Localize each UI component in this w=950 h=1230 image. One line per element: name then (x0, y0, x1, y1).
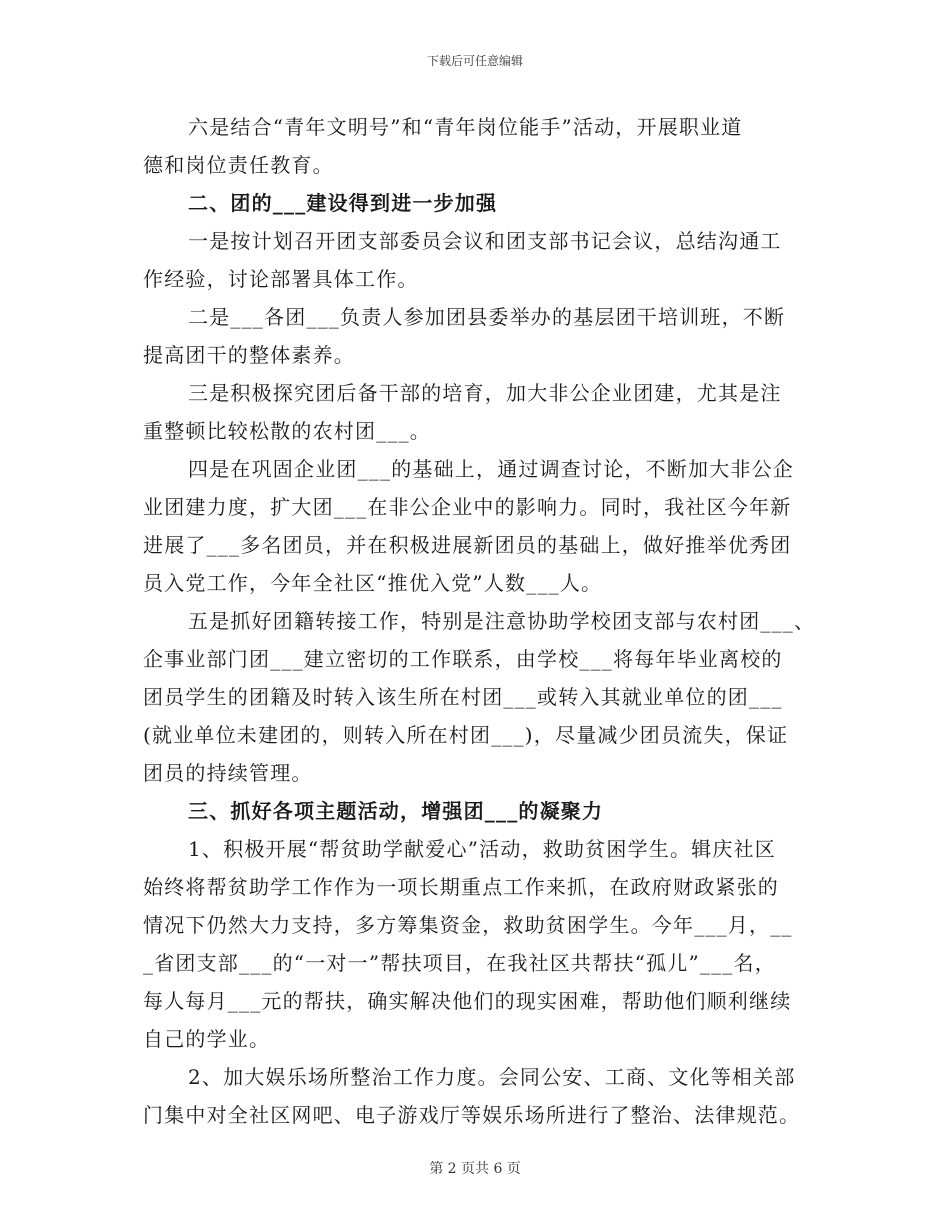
paragraph-line: 始终将帮贫助学工作作为一项长期重点工作来抓，在政府财政紧张的 (143, 875, 779, 899)
paragraph-line: 三是积极探究团后备干部的培育，加大非公企业团建，尤其是注 (188, 381, 782, 405)
paragraph-line: 一是按计划召开团支部委员会议和团支部书记会议，总结沟通工 (188, 229, 782, 253)
paragraph-line: (就业单位未建团的，则转入所在村团___)，尽量减少团员流失，保证 (143, 723, 789, 747)
paragraph-line: 业团建力度，扩大团___在非公企业中的影响力。同时，我社区今年新 (143, 495, 792, 519)
page-footer: 第 2 页共 6 页 (429, 1161, 521, 1177)
paragraph-line: 员入党工作，今年全社区“推优入党”人数___人。 (143, 571, 603, 595)
paragraph-line: 2、加大娱乐场所整治工作力度。会同公安、工商、文化等相关部 (188, 1065, 796, 1089)
paragraph-line: 每人每月___元的帮扶，确实解决他们的现实困难，帮助他们顺利继续 (143, 989, 792, 1013)
paragraph-line: _省团支部___的“一对一”帮扶项目，在我社区共帮扶“孤儿”___名， (143, 951, 776, 975)
section-heading: 二、团的___建设得到进一步加强 (188, 191, 498, 215)
paragraph-line: 二是___各团___负责人参加团县委举办的基层团干培训班，不断 (188, 305, 786, 329)
document-body (143, 108, 816, 1134)
paragraph-line: 团员的持续管理。 (143, 761, 313, 785)
paragraph-line: 企事业部门团___建立密切的工作联系，由学校___将每年毕业离校的 (143, 647, 783, 671)
paragraph-line: 自己的学业。 (143, 1027, 271, 1051)
paragraph-line: 1、积极开展“帮贫助学献爱心”活动，救助贫困学生。辑庆社区 (188, 837, 776, 861)
section-heading: 三、抓好各项主题活动，增强团___的凝聚力 (188, 799, 604, 823)
paragraph-line: 进展了___多名团员，并在积极进展新团员的基础上，做好推举优秀团 (143, 533, 792, 557)
paragraph-line: 五是抓好团籍转接工作，特别是注意协助学校团支部与农村团___、 (188, 609, 816, 633)
paragraph-line: 六是结合“青年文明号”和“青年岗位能手”活动，开展职业道 (188, 115, 743, 139)
paragraph-line: 德和岗位责任教育。 (143, 153, 334, 177)
paragraph-line: 提高团干的整体素养。 (143, 343, 355, 367)
paragraph-line: 情况下仍然大力支持，多方筹集资金，救助贫困学生。今年___月，__ (143, 913, 793, 937)
paragraph-line: 团员学生的团籍及时转入该生所在村团___或转入其就业单位的团___ (143, 685, 783, 709)
paragraph-line: 作经验，讨论部署具体工作。 (143, 267, 419, 291)
paragraph-line: 重整顿比较松散的农村团___。 (143, 419, 431, 443)
page-header: 下载后可任意编辑 (426, 54, 523, 68)
paragraph-line: 门集中对全社区网吧、电子游戏厅等娱乐场所进行了整治、法律规范。 (143, 1103, 801, 1127)
paragraph-line: 四是在巩固企业团___的基础上，通过调查讨论，不断加大非公企 (188, 457, 794, 481)
